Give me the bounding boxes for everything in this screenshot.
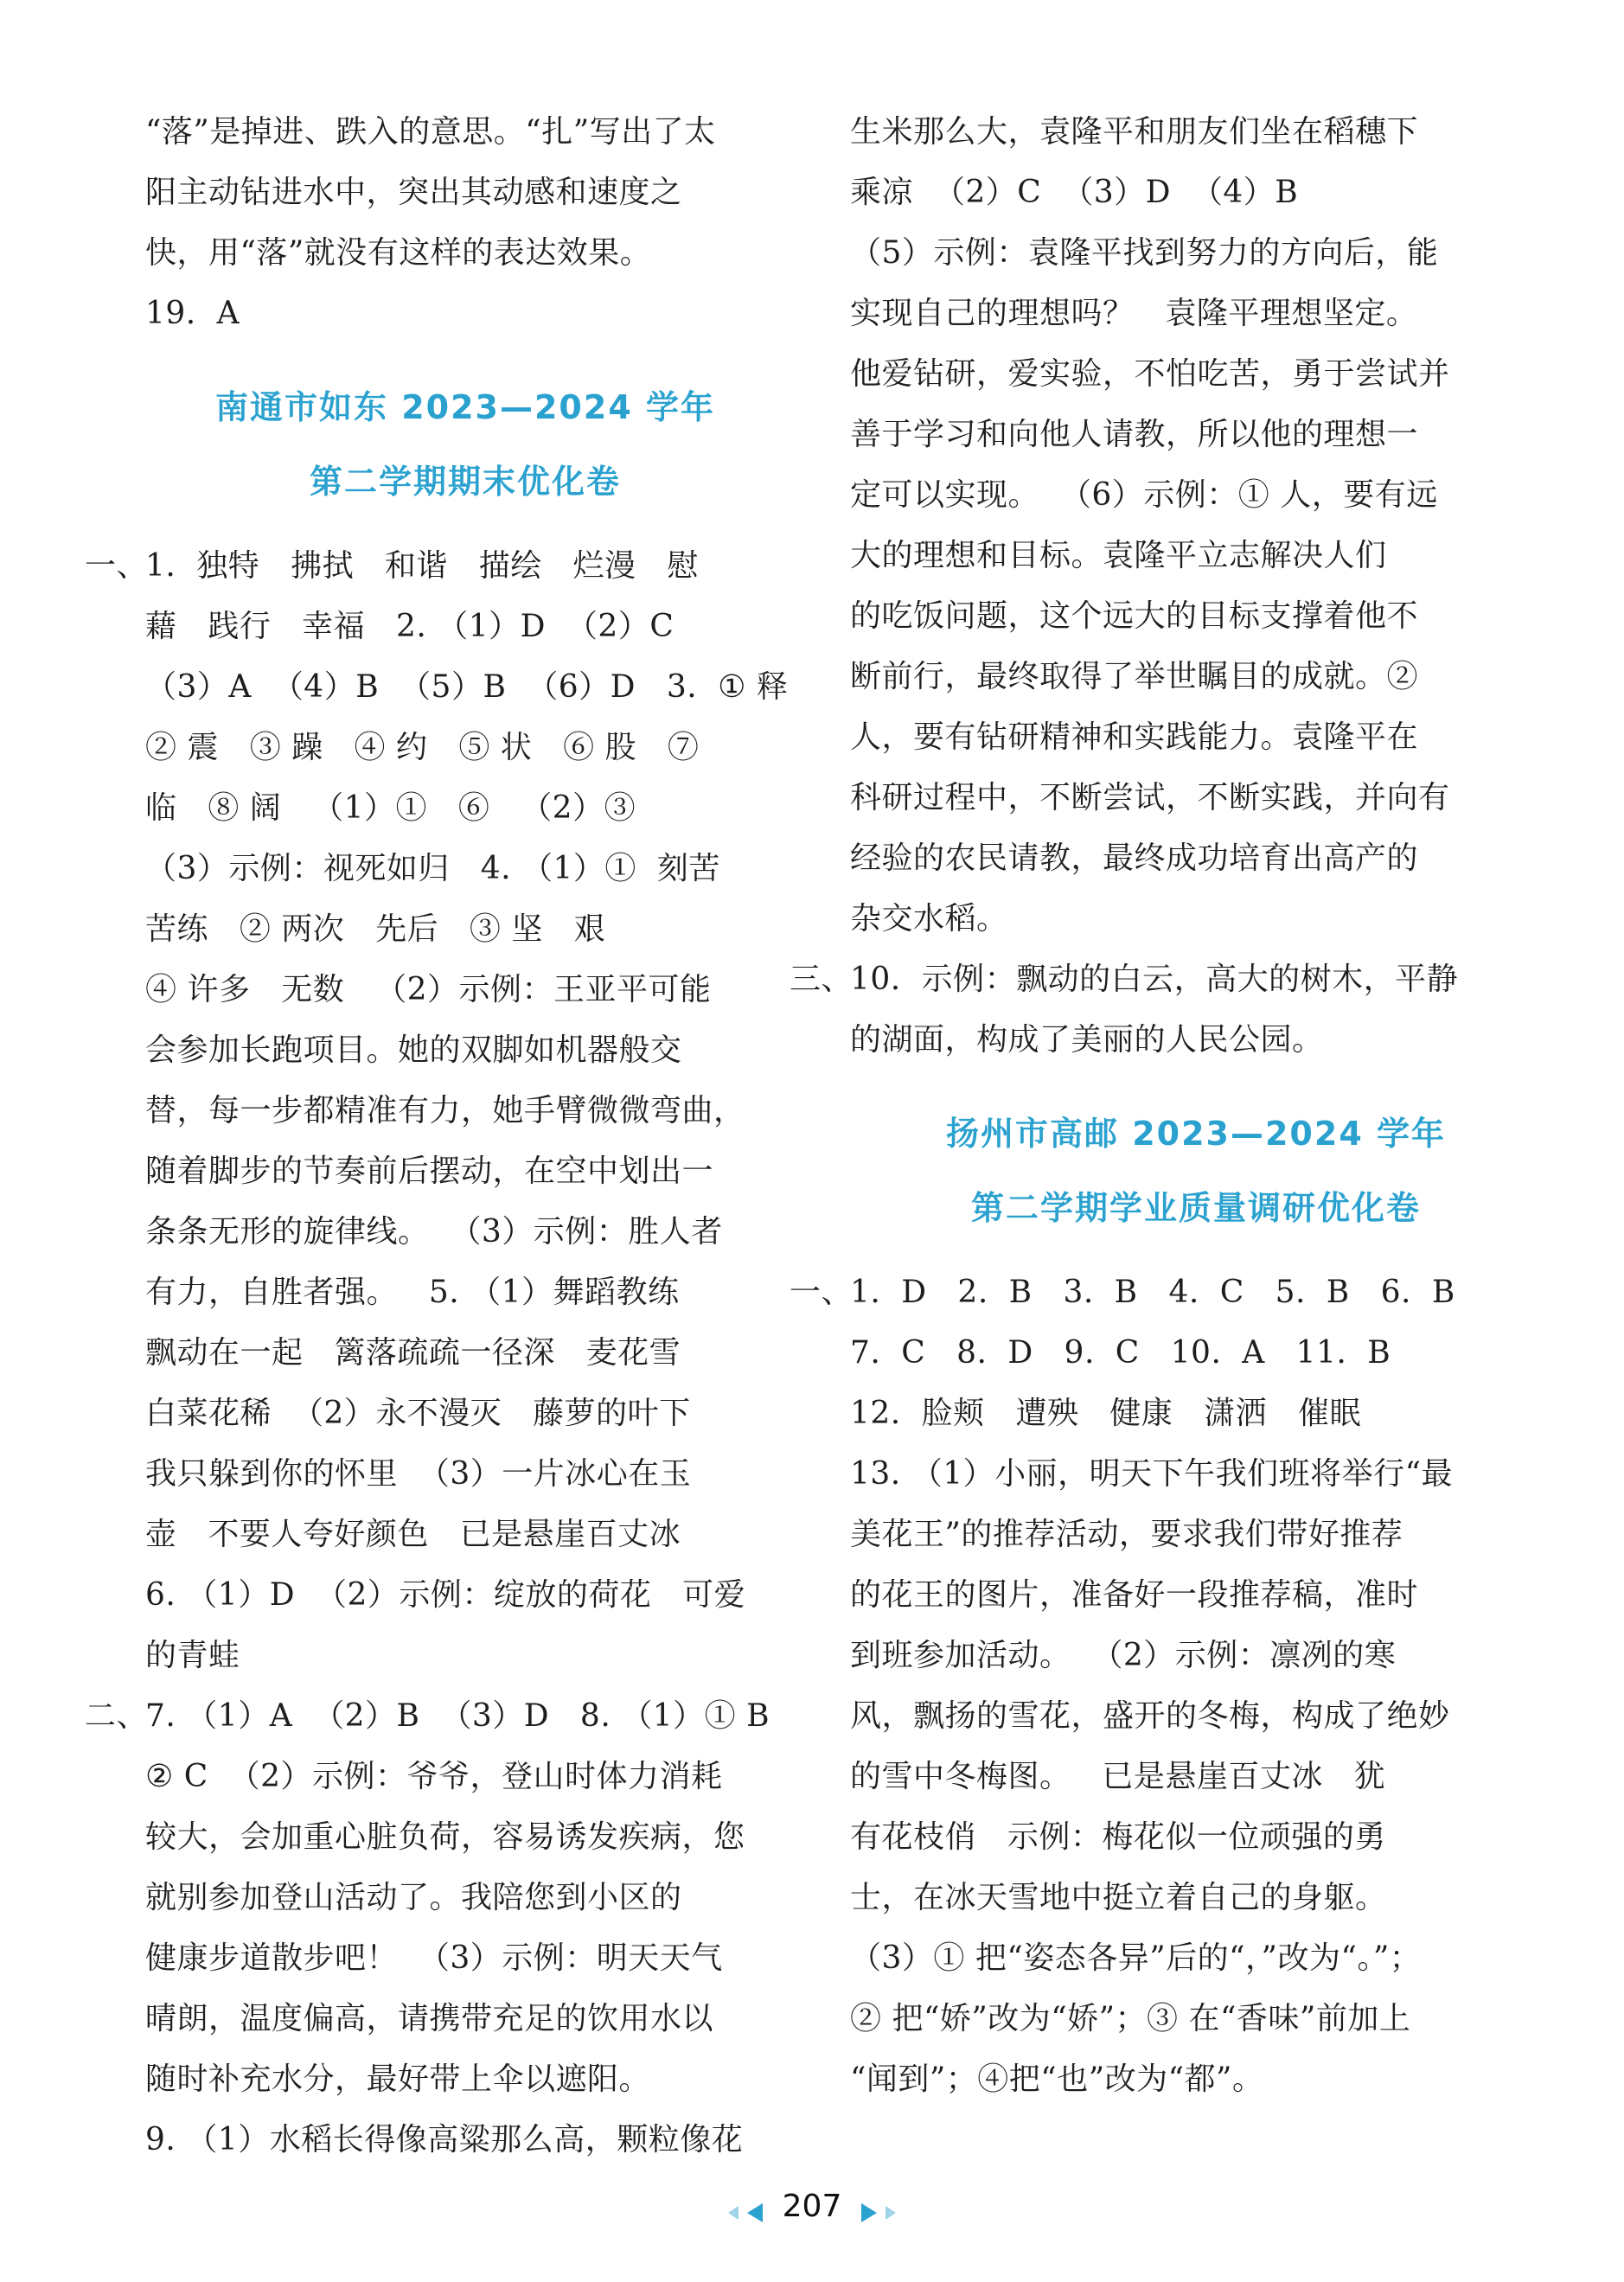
text-line: 苦练 ② 两次 先后 ③ 坚 艰 [145, 911, 606, 947]
text-line: 条条无形的旋律线。 （3）示例：胜人者 [145, 1214, 723, 1250]
s2-part-one-block [790, 1262, 1542, 2110]
text-line: ② C （2）示例：爷爷，登山时体力消耗 [145, 1759, 723, 1794]
text-line: 人，要有钻研精神和实践能力。袁隆平在 [850, 719, 1419, 755]
section-heading-1 [145, 370, 785, 519]
right-column [790, 102, 1542, 2110]
text-line: 的花王的图片，准备好一段推荐稿，准时 [850, 1577, 1419, 1613]
text-line: 19. A [145, 296, 240, 331]
text-line: 9. （1）水稻长得像高粱那么高，颗粒像花 [145, 2122, 744, 2157]
text-line: 乘凉 （2）C （3）D （4）B [850, 175, 1299, 210]
text-line: 替，每一步都精准有力，她手臂微微弯曲， [145, 1093, 745, 1128]
part-one-block [85, 536, 789, 1686]
text-line: 我只躲到你的怀里 （3）一片冰心在玉 [145, 1456, 692, 1492]
page-footer [0, 2181, 1624, 2233]
section-title-line: 第二学期期末优化卷 [309, 463, 621, 501]
text-line: 善于学习和向他人请教，所以他的理想一 [850, 417, 1419, 452]
text-line: 7. C 8. D 9. C 10. A 11. B [850, 1335, 1391, 1371]
text-line: 藉 践行 幸福 2. （1）D （2）C [145, 609, 675, 644]
text-line: 12. 脸颊 遭殃 健康 潇洒 催眠 [850, 1396, 1361, 1431]
text-line: 临 ⑧ 阔 （1）① ⑥ （2）③ [145, 790, 636, 826]
text-line: 13. （1）小丽，明天下午我们班将举行“最 [850, 1456, 1454, 1492]
triangle-right-icon [886, 2206, 896, 2220]
text-line: 1. 独特 拂拭 和谐 描绘 烂漫 慰 [145, 548, 699, 584]
text-line: 他爱钻研，爱实验，不怕吃苦，勇于尝试并 [850, 356, 1450, 392]
text-line: 7. （1）A （2）B （3）D 8. （1）① B [145, 1698, 770, 1734]
text-line: 晴朗，温度偏高，请携带充足的饮用水以 [145, 2001, 714, 2036]
text-line: “落”是掉进、跌入的意思。“扎”写出了太 [145, 114, 716, 150]
part-label: 一、 [790, 1275, 854, 1310]
text-line: 风，飘扬的雪花，盛开的冬梅，构成了绝妙 [850, 1698, 1450, 1734]
text-line: 生米那么大，袁隆平和朋友们坐在稻穗下 [850, 114, 1419, 150]
text-line: （3）A （4）B （5）B （6）D 3. ① 释 [145, 669, 789, 705]
text-line: （3）示例：视死如归 4. （1）① 刻苦 [145, 851, 720, 886]
text-line: 的吃饭问题，这个远大的目标支撑着他不 [850, 598, 1419, 634]
text-line: 随着脚步的节奏前后摆动，在空中划出一 [145, 1154, 714, 1189]
text-line: 有力，自胜者强。 5. （1）舞蹈教练 [145, 1275, 680, 1310]
text-line: 美花王”的推荐活动，要求我们带好推荐 [850, 1517, 1403, 1552]
part-two-continued [850, 102, 1542, 949]
text-line: 有花枝俏 示例：梅花似一位顽强的勇 [850, 1819, 1386, 1855]
text-line: 科研过程中，不断尝试，不断实践，并向有 [850, 780, 1450, 815]
text-line: 健康步道散步吧！ （3）示例：明天天气 [145, 1940, 723, 1976]
part-label: 一、 [85, 548, 149, 584]
part-three-block [790, 949, 1542, 1071]
text-line: 大的理想和目标。袁隆平立志解决人们 [850, 538, 1387, 573]
text-line: 阳主动钻进水中，突出其动感和速度之 [145, 175, 682, 210]
text-line: 的湖面，构成了美丽的人民公园。 [850, 1022, 1324, 1058]
text-line: 断前行，最终取得了举世瞩目的成就。② [850, 659, 1419, 694]
text-line: “闻到”；④把“也”改为“都”。 [850, 2061, 1264, 2097]
text-line: 到班参加活动。 （2）示例：凛冽的寒 [850, 1638, 1397, 1673]
part-label: 二、 [85, 1698, 149, 1734]
text-line: （5）示例：袁隆平找到努力的方向后，能 [850, 235, 1439, 271]
text-line: ② 震 ③ 躁 ④ 约 ⑤ 状 ⑥ 股 ⑦ [145, 730, 700, 765]
text-line: ② 把“娇”改为“娇”；③ 在“香味”前加上 [850, 2001, 1411, 2036]
section-heading-2 [850, 1096, 1542, 1245]
text-line: 1. D 2. B 3. B 4. C 5. B 6. B [850, 1275, 1455, 1310]
text-line: 杂交水稻。 [850, 901, 1008, 936]
text-line: 的青蛙 [145, 1638, 240, 1673]
text-line: 会参加长跑项目。她的双脚如机器般交 [145, 1032, 682, 1068]
text-line: 就别参加登山活动了。我陪您到小区的 [145, 1880, 682, 1915]
triangle-left-icon [747, 2203, 763, 2222]
triangle-left-icon [728, 2206, 738, 2220]
text-line: 随时补充水分，最好带上伞以遮阳。 [145, 2061, 651, 2097]
text-line: ④ 许多 无数 （2）示例：王亚平可能 [145, 972, 712, 1007]
text-line: 实现自己的理想吗？ 袁隆平理想坚定。 [850, 296, 1418, 331]
left-column [85, 102, 789, 2170]
text-line: 士，在冰天雪地中挺立着自己的身躯。 [850, 1880, 1387, 1915]
text-line: 10. 示例：飘动的白云，高大的树木，平静 [850, 962, 1459, 997]
text-line: 快，用“落”就没有这样的表达效果。 [145, 235, 652, 271]
text-line: 6. （1）D （2）示例：绽放的荷花 可爱 [145, 1577, 746, 1613]
section-title-line: 南通市如东 2023—2024 学年 [215, 388, 715, 426]
text-line: 定可以实现。 （6）示例：① 人，要有远 [850, 477, 1438, 513]
part-label: 三、 [790, 962, 854, 997]
part-two-block [85, 1686, 785, 2170]
section-title-line: 第二学期学业质量调研优化卷 [970, 1189, 1421, 1227]
section-title-line: 扬州市高邮 2023—2024 学年 [946, 1115, 1446, 1153]
page-number: 207 [782, 2189, 842, 2224]
text-line: 的雪中冬梅图。 已是悬崖百丈冰 犹 [850, 1759, 1386, 1794]
text-line: 经验的农民请教，最终成功培育出高产的 [850, 841, 1419, 876]
text-line: 壶 不要人夸好颜色 已是悬崖百丈冰 [145, 1517, 681, 1552]
text-line: 较大，会加重心脏负荷，容易诱发疾病，您 [145, 1819, 745, 1855]
text-line: （3）① 把“姿态各异”后的“，”改为“。”； [850, 1940, 1422, 1976]
triangle-right-icon [861, 2203, 877, 2222]
text-line: 白菜花稀 （2）永不漫灭 藤萝的叶下 [145, 1396, 691, 1431]
left-top-block [145, 102, 785, 344]
text-line: 飘动在一起 篱落疏疏一径深 麦花雪 [145, 1335, 681, 1371]
